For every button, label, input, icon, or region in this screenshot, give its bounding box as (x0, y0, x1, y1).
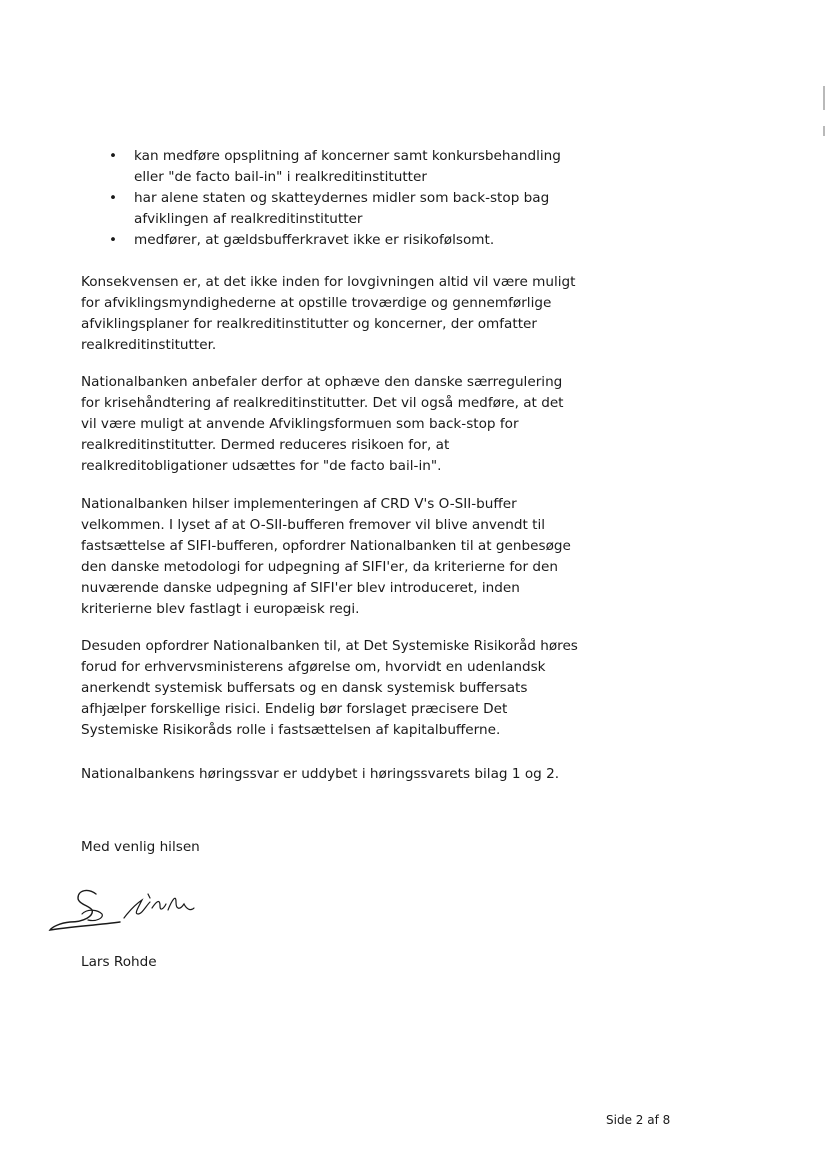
paragraph: Nationalbanken hilser implementeringen af CRD V's O-SII-buffer velkommen. I lyset af at O-SII-bufferen fremover vil blive anvendt til fastsættelse af SIFI-bufferen, opfordrer Nationalbanken til at genbesøge den danske metodologi for udpegning af SIFI'er, da kriterierne for den nuværende danske udpegning af SIFI'er blev introduceret, inden kriterierne blev fastlagt i europæisk regi. (81, 496, 571, 617)
paragraph: Nationalbankens høringssvar er uddybet i høringssvarets bilag 1 og 2. (81, 766, 560, 782)
paragraph: Desuden opfordrer Nationalbanken til, at Det Systemiske Risikoråd høres forud for erhvervsministerens afgørelse om, hvorvidt en udenlandsk anerkendt systemisk buffersats og en dansk systemisk buffersats afhjælper forskellige risici. Endelig bør forslaget præcisere Det Systemiske Risikoråds rolle i fastsættelsen af kapitalbufferne. (81, 638, 578, 738)
edge-mark (823, 86, 825, 110)
list-item (81, 146, 581, 188)
paragraph: Nationalbanken anbefaler derfor at ophæve den danske særregulering for krisehåndtering af realkreditinstitutter. Det vil også medføre, at det vil være muligt at anvende Afviklingsformuen som back-stop for realkreditinstitutter. Dermed reduceres risikoen for, at realkreditobligationer udsættes for "de facto bail-in". (81, 374, 564, 474)
bullet-text: medfører, at gældsbufferkravet ikke er risikofølsomt. (134, 232, 495, 248)
bullet-text: har alene staten og skatteydernes midler som back-stop bag afviklingen af realkreditinstitutter (134, 190, 550, 227)
list-item (81, 188, 581, 230)
closing-salutation: Med venlig hilsen (81, 839, 200, 855)
paragraph: Konsekvensen er, at det ikke inden for lovgivningen altid vil være muligt for afviklingsmyndighederne at opstille troværdige og gennemførlige afviklingsplaner for realkreditinstitutter og koncerner, der omfatter realkreditinstitutter. (81, 274, 576, 353)
bullet-text: kan medføre opsplitning af koncerner samt konkursbehandling eller "de facto bail-in" i realkreditinstitutter (134, 148, 561, 185)
bullet-icon: • (109, 232, 118, 248)
edge-mark (823, 126, 825, 136)
bullet-icon: • (109, 148, 118, 164)
bullet-list (81, 146, 581, 251)
page-number: Side 2 af 8 (606, 1113, 671, 1127)
bullet-icon: • (109, 190, 118, 206)
signature-image (48, 880, 198, 936)
signer-name: Lars Rohde (81, 954, 157, 970)
list-item (81, 230, 581, 251)
